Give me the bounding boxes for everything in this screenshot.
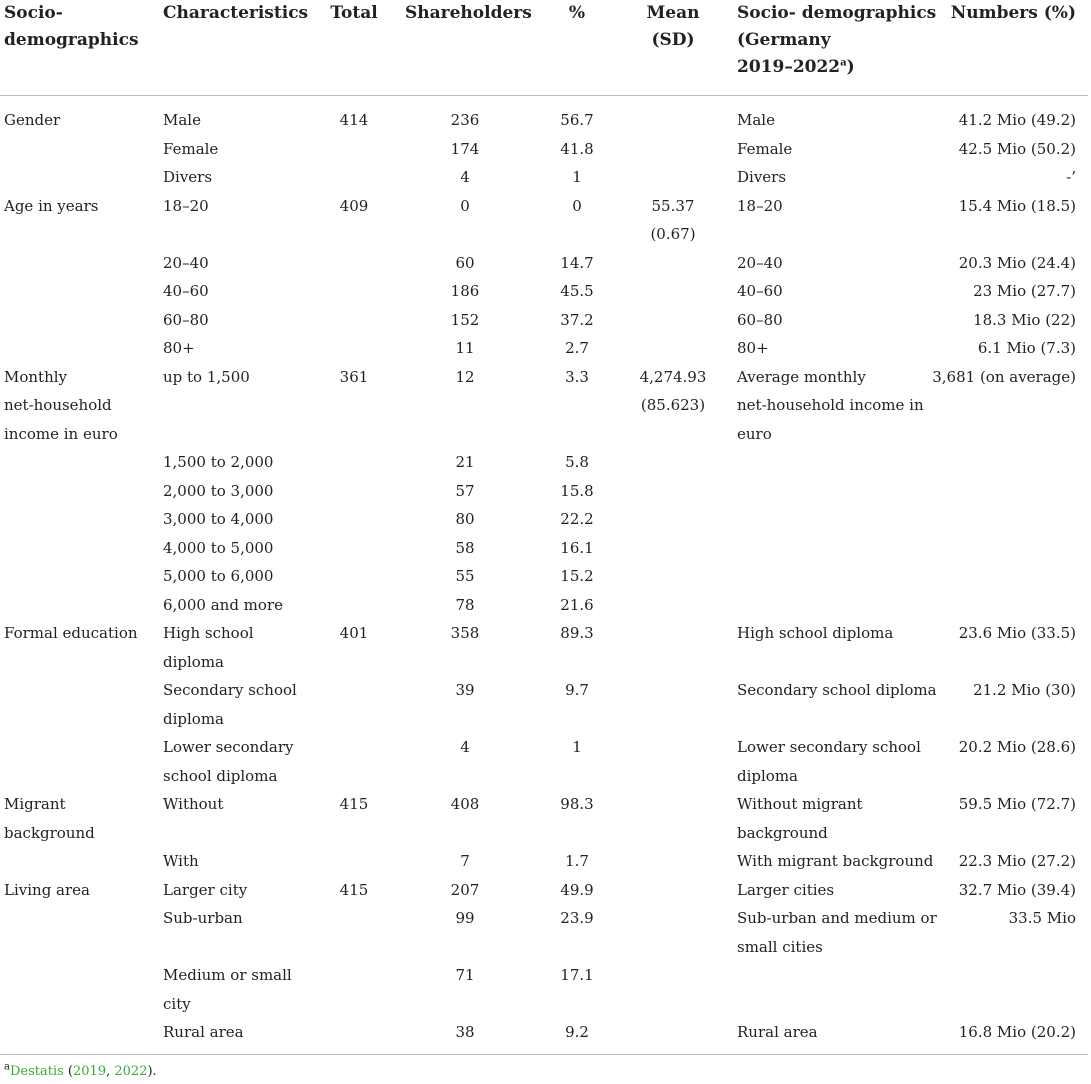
header-numbers: Numbers (%) <box>950 3 1076 23</box>
cell-total: 414 <box>339 111 369 129</box>
footnote-year-link-2022[interactable]: 2022 <box>114 1064 148 1079</box>
footnote-source-link[interactable]: Destatis <box>9 1064 64 1079</box>
footnote-marker: a <box>4 1061 10 1073</box>
cell-shareholders: 408 <box>450 795 480 813</box>
cell-shareholders: 0 <box>460 196 470 215</box>
cell-characteristics: High school diploma <box>163 624 254 671</box>
cell-characteristics: Rural area <box>163 1023 244 1041</box>
cell-percent: 41.8 <box>560 139 594 158</box>
cell-shareholders: 57 <box>455 481 475 500</box>
cell-socio-demographics: Age in years <box>4 196 99 215</box>
cell-characteristics: Male <box>163 111 201 129</box>
cell-shareholders: 71 <box>455 966 475 984</box>
header-divider <box>0 95 1088 96</box>
cell-germany-demographics: 40–60 <box>737 282 783 300</box>
table-row <box>0 448 1091 477</box>
cell-percent: 15.8 <box>560 481 594 500</box>
cell-characteristics: Divers <box>163 168 213 186</box>
cell-shareholders: 55 <box>455 567 475 585</box>
table-header <box>0 0 1091 93</box>
cell-percent: 49.9 <box>560 880 594 899</box>
cell-characteristics: up to 1,500 <box>163 367 250 386</box>
cell-percent: 14.7 <box>560 253 594 272</box>
table-row <box>0 363 1091 449</box>
cell-percent: 9.7 <box>565 681 589 699</box>
table-row <box>0 562 1091 591</box>
cell-socio-demographics: Formal education <box>4 624 138 642</box>
cell-numbers: 23 Mio (27.7) <box>973 282 1076 300</box>
cell-germany-demographics: Average monthly net-household income in euro <box>737 367 924 443</box>
cell-characteristics: 3,000 to 4,000 <box>163 510 274 528</box>
cell-numbers: 18.3 Mio (22) <box>973 310 1076 329</box>
cell-percent: 37.2 <box>560 310 594 329</box>
table-row <box>0 306 1091 335</box>
cell-percent: 15.2 <box>560 567 594 585</box>
table-row <box>0 505 1091 534</box>
cell-percent: 98.3 <box>560 795 594 813</box>
cell-shareholders: 4 <box>460 168 470 186</box>
cell-germany-demographics: Female <box>737 139 793 158</box>
cell-germany-demographics: High school diploma <box>737 624 894 642</box>
cell-mean-sd: 55.37 (0.67) <box>650 196 696 243</box>
cell-germany-demographics: Without migrant background <box>737 795 863 842</box>
table-row <box>0 790 1091 847</box>
table-row <box>0 277 1091 306</box>
cell-percent: 9.2 <box>565 1023 589 1041</box>
cell-shareholders: 38 <box>455 1023 475 1041</box>
cell-shareholders: 236 <box>450 111 480 129</box>
footnote-year-link-2019[interactable]: 2019 <box>73 1064 107 1079</box>
cell-shareholders: 152 <box>450 310 480 329</box>
footnote-separator: , <box>106 1064 115 1079</box>
header-percent: % <box>568 3 586 23</box>
cell-characteristics: 60–80 <box>163 310 209 329</box>
cell-percent: 5.8 <box>565 453 589 471</box>
cell-shareholders: 99 <box>455 909 475 927</box>
cell-shareholders: 358 <box>450 624 480 642</box>
cell-characteristics: 4,000 to 5,000 <box>163 538 274 557</box>
cell-characteristics: 18–20 <box>163 196 209 215</box>
cell-germany-demographics: Secondary school diploma <box>737 681 937 699</box>
cell-characteristics: 20–40 <box>163 253 209 272</box>
cell-shareholders: 7 <box>460 852 470 870</box>
cell-percent: 16.1 <box>560 538 594 557</box>
cell-socio-demographics: Monthly net-household income in euro <box>4 367 118 443</box>
header-germany-text: Socio- demographics (Germany 2019–2022 <box>737 3 937 77</box>
cell-percent: 89.3 <box>560 624 594 642</box>
table-row <box>0 847 1091 876</box>
cell-shareholders: 39 <box>455 681 475 699</box>
cell-percent: 22.2 <box>560 510 594 528</box>
cell-mean-sd: 4,274.93 (85.623) <box>639 367 707 414</box>
header-socio-demographics: Socio- demographics <box>4 3 139 50</box>
cell-characteristics: Medium or small city <box>163 966 292 1013</box>
table-row <box>0 876 1091 905</box>
cell-characteristics: Lower secondary school diploma <box>163 738 294 785</box>
cell-numbers: 21.2 Mio (30) <box>973 681 1076 699</box>
footnote-close: ). <box>147 1064 157 1079</box>
cell-numbers: -’ <box>1066 168 1076 186</box>
table-row <box>0 534 1091 563</box>
cell-shareholders: 78 <box>455 595 475 614</box>
cell-numbers: 23.6 Mio (33.5) <box>958 624 1076 642</box>
cell-total: 415 <box>339 880 369 899</box>
cell-numbers: 41.2 Mio (49.2) <box>958 111 1076 129</box>
cell-percent: 1.7 <box>565 852 589 870</box>
cell-germany-demographics: Male <box>737 111 775 129</box>
cell-characteristics: With <box>163 852 199 870</box>
header-germany-demographics <box>737 0 937 81</box>
cell-characteristics: 6,000 and more <box>163 595 283 614</box>
cell-shareholders: 207 <box>450 880 480 899</box>
cell-percent: 56.7 <box>560 111 594 129</box>
header-total: Total <box>330 3 378 23</box>
cell-total: 361 <box>339 367 369 386</box>
cell-shareholders: 21 <box>455 453 475 471</box>
cell-characteristics: 2,000 to 3,000 <box>163 481 274 500</box>
cell-characteristics: 5,000 to 6,000 <box>163 567 274 585</box>
cell-socio-demographics: Gender <box>4 111 61 129</box>
cell-numbers: 6.1 Mio (7.3) <box>977 339 1076 357</box>
table-bottom-divider <box>0 1054 1088 1055</box>
table-row <box>0 163 1091 192</box>
cell-shareholders: 58 <box>455 538 475 557</box>
cell-shareholders: 4 <box>460 738 470 756</box>
cell-percent: 2.7 <box>565 339 589 357</box>
header-shareholders: Shareholders <box>405 3 532 23</box>
table-row <box>0 135 1091 164</box>
cell-total: 415 <box>339 795 369 813</box>
cell-germany-demographics: Lower secondary school diploma <box>737 738 921 785</box>
cell-characteristics: 1,500 to 2,000 <box>163 453 274 471</box>
cell-germany-demographics: 60–80 <box>737 310 783 329</box>
header-germany-close: ) <box>846 57 855 77</box>
header-germany-footnote-marker: a <box>840 57 847 69</box>
cell-numbers: 22.3 Mio (27.2) <box>958 852 1076 870</box>
table-row <box>0 249 1091 278</box>
cell-characteristics: Sub-urban <box>163 909 243 927</box>
table-row <box>0 619 1091 676</box>
table-row <box>0 1018 1091 1047</box>
cell-characteristics: Without <box>163 795 224 813</box>
header-characteristics: Characteristics <box>163 3 309 23</box>
cell-germany-demographics: Larger cities <box>737 880 835 899</box>
cell-numbers: 20.2 Mio (28.6) <box>958 738 1076 756</box>
cell-socio-demographics: Migrant background <box>4 795 95 842</box>
cell-germany-demographics: 80+ <box>737 339 769 357</box>
cell-shareholders: 60 <box>455 253 475 272</box>
table-row <box>0 192 1091 249</box>
header-mean-sd: Mean (SD) <box>646 3 700 50</box>
cell-shareholders: 80 <box>455 510 475 528</box>
cell-numbers: 33.5 Mio <box>1008 909 1076 927</box>
cell-shareholders: 12 <box>455 367 475 386</box>
table-row <box>0 733 1091 790</box>
cell-numbers: 42.5 Mio (50.2) <box>958 139 1076 158</box>
cell-germany-demographics: Rural area <box>737 1023 818 1041</box>
table-row <box>0 904 1091 961</box>
cell-characteristics: 40–60 <box>163 282 209 300</box>
cell-numbers: 32.7 Mio (39.4) <box>958 880 1076 899</box>
footnote <box>4 1063 157 1081</box>
cell-characteristics: Female <box>163 139 219 158</box>
table-row <box>0 961 1091 1018</box>
cell-numbers: 20.3 Mio (24.4) <box>958 253 1076 272</box>
table-row <box>0 591 1091 620</box>
cell-numbers: 16.8 Mio (20.2) <box>958 1023 1076 1041</box>
footnote-text: ( <box>63 1064 74 1079</box>
table-row <box>0 477 1091 506</box>
cell-percent: 21.6 <box>560 595 594 614</box>
cell-percent: 23.9 <box>560 909 594 927</box>
cell-shareholders: 186 <box>450 282 480 300</box>
table-row <box>0 676 1091 733</box>
cell-percent: 17.1 <box>560 966 594 984</box>
cell-germany-demographics: 20–40 <box>737 253 783 272</box>
cell-percent: 45.5 <box>560 282 594 300</box>
cell-percent: 1 <box>572 738 582 756</box>
cell-socio-demographics: Living area <box>4 880 90 899</box>
cell-total: 401 <box>339 624 369 642</box>
cell-percent: 3.3 <box>565 367 589 386</box>
cell-percent: 0 <box>572 196 582 215</box>
cell-shareholders: 11 <box>455 339 475 357</box>
table-row <box>0 106 1091 135</box>
cell-numbers: 15.4 Mio (18.5) <box>958 196 1076 215</box>
cell-germany-demographics: Divers <box>737 168 787 186</box>
cell-numbers: 3,681 (on average) <box>932 367 1076 386</box>
cell-percent: 1 <box>572 168 582 186</box>
cell-total: 409 <box>339 196 369 215</box>
cell-germany-demographics: 18–20 <box>737 196 783 215</box>
cell-characteristics: Larger city <box>163 880 248 899</box>
table-row <box>0 334 1091 363</box>
cell-germany-demographics: With migrant background <box>737 852 934 870</box>
cell-characteristics: 80+ <box>163 339 195 357</box>
cell-numbers: 59.5 Mio (72.7) <box>958 795 1076 813</box>
cell-shareholders: 174 <box>450 139 480 158</box>
cell-characteristics: Secondary school diploma <box>163 681 297 728</box>
cell-germany-demographics: Sub-urban and medium or small cities <box>737 909 937 956</box>
